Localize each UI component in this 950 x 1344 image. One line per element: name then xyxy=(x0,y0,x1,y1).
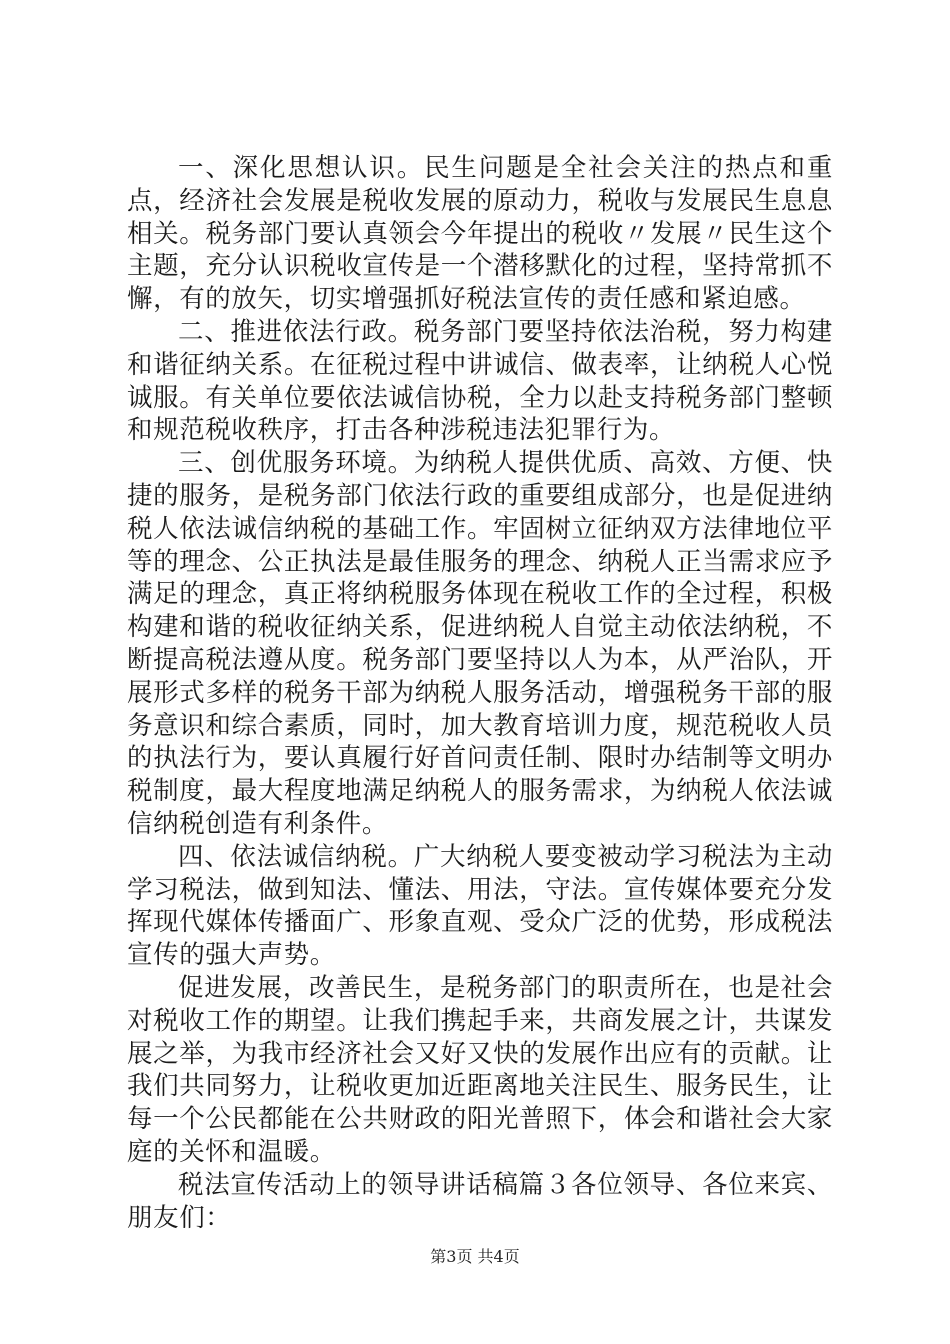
paragraph-2: 二、推进依法行政。税务部门要坚持依法治税，努力构建和谐征纳关系。在征税过程中讲诚信、做表率，让纳税人心悦诚服。有关单位要依法诚信协税，全力以赴支持税务部门整顿和规范税收秩序，打击各种涉税违法犯罪行为。 xyxy=(127,316,833,446)
paragraph-3: 三、创优服务环境。为纳税人提供优质、高效、方便、快捷的服务，是税务部门依法行政的重要组成部分，也是促进纳税人依法诚信纳税的基础工作。牢固树立征纳双方法律地位平等的理念、公正执法是最佳服务的理念、纳税人正当需求应予满足的理念，真正将纳税服务体现在税收工作的全过程，积极构建和谐的税收征纳关系，促进纳税人自觉主动依法纳税，不断提高税法遵从度。税务部门要坚持以人为本，从严治队，开展形式多样的税务干部为纳税人服务活动，增强税务干部的服务意识和综合素质，同时，加大教育培训力度，规范税收人员的执法行为，要认真履行好首问责任制、限时办结制等文明办税制度，最大程度地满足纳税人的服务需求，为纳税人依法诚信纳税创造有利条件。 xyxy=(127,448,833,839)
paragraph-6: 税法宣传活动上的领导讲话稿篇３各位领导、各位来宾、朋友们： xyxy=(127,1169,833,1233)
paragraph-4: 四、依法诚信纳税。广大纳税人要变被动学习税法为主动学习税法，做到知法、懂法、用法，守法。宣传媒体要充分发挥现代媒体传播面广、形象直观、受众广泛的优势，形成税法宣传的强大声势。 xyxy=(127,841,833,971)
paragraph-5: 促进发展，改善民生，是税务部门的职责所在，也是社会对税收工作的期望。让我们携起手来，共商发展之计，共谋发展之举，为我市经济社会又好又快的发展作出应有的贡献。让我们共同努力，让税收更加近距离地关注民生、服务民生，让每一个公民都能在公共财政的阳光普照下，体会和谐社会大家庭的关怀和温暖。 xyxy=(127,972,833,1167)
document-body xyxy=(127,152,833,1234)
paragraph-1: 一、深化思想认识。民生问题是全社会关注的热点和重点，经济社会发展是税收发展的原动力，税收与发展民生息息相关。税务部门要认真领会今年提出的税收〃发展〃民生这个主题，充分认识税收宣传是一个潜移默化的过程，坚持常抓不懈，有的放矢，切实增强抓好税法宣传的责任感和紧迫感。 xyxy=(127,153,833,315)
page-footer: 第3页 共4页 xyxy=(430,1247,520,1266)
